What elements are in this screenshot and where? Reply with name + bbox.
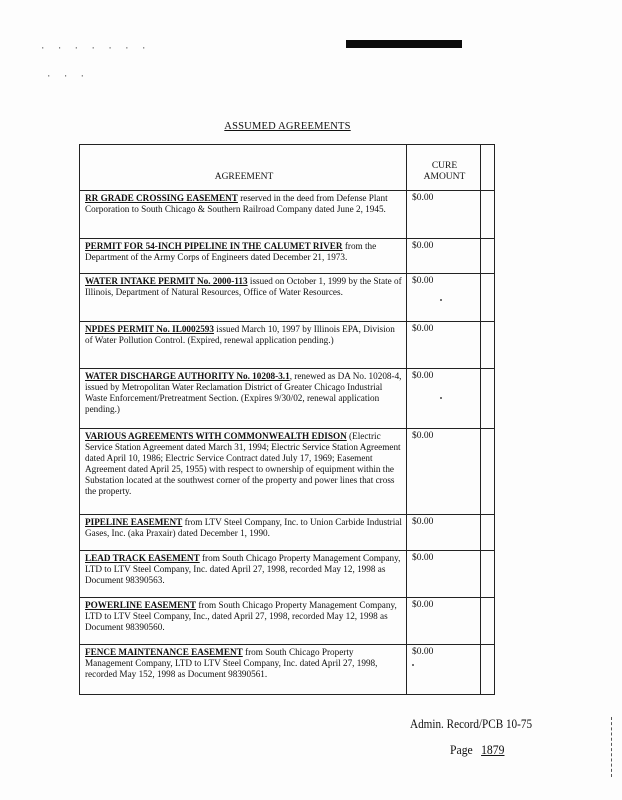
table-row (80, 515, 495, 551)
agreement-cell (80, 274, 407, 322)
agreement-cell (80, 598, 407, 645)
agreement-name: NPDES PERMIT No. IL0002593 (85, 324, 214, 334)
agreement-text: issued on October 1, 1999 by the State of Illinois, Department of Natural Resources, Office of Water Resources. (85, 276, 402, 297)
agreement-name: POWERLINE EASEMENT (85, 600, 197, 610)
agreement-cell (80, 429, 407, 515)
table-row (80, 551, 495, 598)
cure-amount-cell: $0.00 (407, 274, 481, 322)
blank-cell (481, 322, 495, 369)
table-row (80, 645, 495, 695)
agreement-text: issued March 10, 1997 by Illinois EPA, Division of Water Pollution Control. (Expired, renewal application pending.) (85, 324, 395, 345)
agreement-cell (80, 369, 407, 429)
agreement-name: WATER DISCHARGE AUTHORITY No. 10208-3.1 (85, 371, 290, 381)
page-number: 1879 (481, 742, 505, 757)
cure-amount-cell: $0.00 (407, 551, 481, 598)
agreement-cell (80, 515, 407, 551)
agreement-text: from South Chicago Property Management Company, LTD to LTV Steel Company, Inc., dated April 27, 1998, recorded May 12, 1998 as Document 98390560. (85, 600, 397, 632)
blank-cell (481, 598, 495, 645)
table-row (80, 322, 495, 369)
agreement-text: , renewed as DA No. 10208-4, issued by Metropolitan Water Reclamation District of Greater Chicago Industrial Waste Enforcement/Pretreatment Section. (Expires 9/30/02, renewal application pending.) (85, 371, 402, 414)
agreements-table (79, 144, 495, 695)
agreement-text: from the Department of the Army Corps of Engineers dated December 21, 1973. (85, 241, 377, 262)
agreement-cell (80, 322, 407, 369)
agreement-cell (80, 191, 407, 239)
document-title: ASSUMED AGREEMENTS (224, 121, 351, 132)
agreement-name: RR GRADE CROSSING EASEMENT (85, 193, 238, 203)
blank-cell (481, 239, 495, 274)
table-header-row (80, 145, 495, 191)
agreement-name: WATER INTAKE PERMIT No. 2000-113 (85, 276, 248, 286)
page-number-line (450, 742, 531, 758)
blank-cell (481, 551, 495, 598)
agreement-cell (80, 551, 407, 598)
blank-cell (481, 429, 495, 515)
table-row (80, 369, 495, 429)
agreement-name: FENCE MAINTENANCE EASEMENT (85, 647, 243, 657)
scan-noise: · · · · · · · (40, 44, 150, 54)
table-row (80, 274, 495, 322)
blank-cell (481, 645, 495, 695)
margin-marks (611, 717, 614, 777)
cure-amount-cell: $0.00 (407, 191, 481, 239)
table-row (80, 598, 495, 645)
blank-column-header (481, 145, 495, 191)
agreement-cell (80, 645, 407, 695)
blank-cell (481, 369, 495, 429)
redaction-bar (346, 40, 462, 48)
cure-amount-cell: $0.00 (407, 598, 481, 645)
cure-amount-cell: $0.00 (407, 645, 481, 695)
scan-noise: · · · (46, 72, 89, 82)
agreement-column-header: AGREEMENT (80, 145, 407, 191)
scan-speck (440, 299, 442, 301)
agreement-text: from South Chicago Property Management Company, LTD to LTV Steel Company, Inc. dated April 27, 1998, recorded May 12, 1998 as Document 98390563. (85, 553, 401, 585)
agreement-name: PERMIT FOR 54-INCH PIPELINE IN THE CALUMET RIVER (85, 241, 343, 251)
table-row (80, 429, 495, 515)
admin-record-label: Admin. Record/PCB 10-75 (410, 716, 533, 731)
scan-speck (412, 664, 414, 666)
cure-amount-cell: $0.00 (407, 429, 481, 515)
agreement-text: from South Chicago Property Management Company, LTD to LTV Steel Company, Inc. dated April 27, 1998, recorded May 152, 1998 as Document 98390561. (85, 647, 378, 679)
cure-amount-cell: $0.00 (407, 322, 481, 369)
table-row (80, 191, 495, 239)
blank-cell (481, 274, 495, 322)
cure-amount-cell: $0.00 (407, 369, 481, 429)
table-row (80, 239, 495, 274)
agreement-name: PIPELINE EASEMENT (85, 517, 183, 527)
cure-amount-cell: $0.00 (407, 239, 481, 274)
agreement-text: reserved in the deed from Defense Plant Corporation to South Chicago & Southern Railroad Company dated June 2, 1945. (85, 193, 388, 214)
page-label: Page (450, 742, 473, 757)
cure-amount-column-header: CURE AMOUNT (407, 145, 481, 191)
cure-amount-cell: $0.00 (407, 515, 481, 551)
agreement-text: from LTV Steel Company, Inc. to Union Carbide Industrial Gases, Inc. (aka Praxair) dated December 1, 1990. (85, 517, 402, 538)
agreement-text: (Electric Service Station Agreement dated March 31, 1994; Electric Service Station Agreement dated April 10, 1986; Electric Service Contract dated July 17, 1969; Easement Agreement dated April 25, 1955) with respect to ownership of equipment within the Substation located at the southwest corner of the property and power lines that cross the property. (85, 431, 401, 496)
blank-cell (481, 515, 495, 551)
blank-cell (481, 191, 495, 239)
scan-speck (440, 397, 442, 399)
agreement-name: VARIOUS AGREEMENTS WITH COMMONWEALTH EDISON (85, 431, 347, 441)
agreement-name: LEAD TRACK EASEMENT (85, 553, 200, 563)
agreement-cell (80, 239, 407, 274)
